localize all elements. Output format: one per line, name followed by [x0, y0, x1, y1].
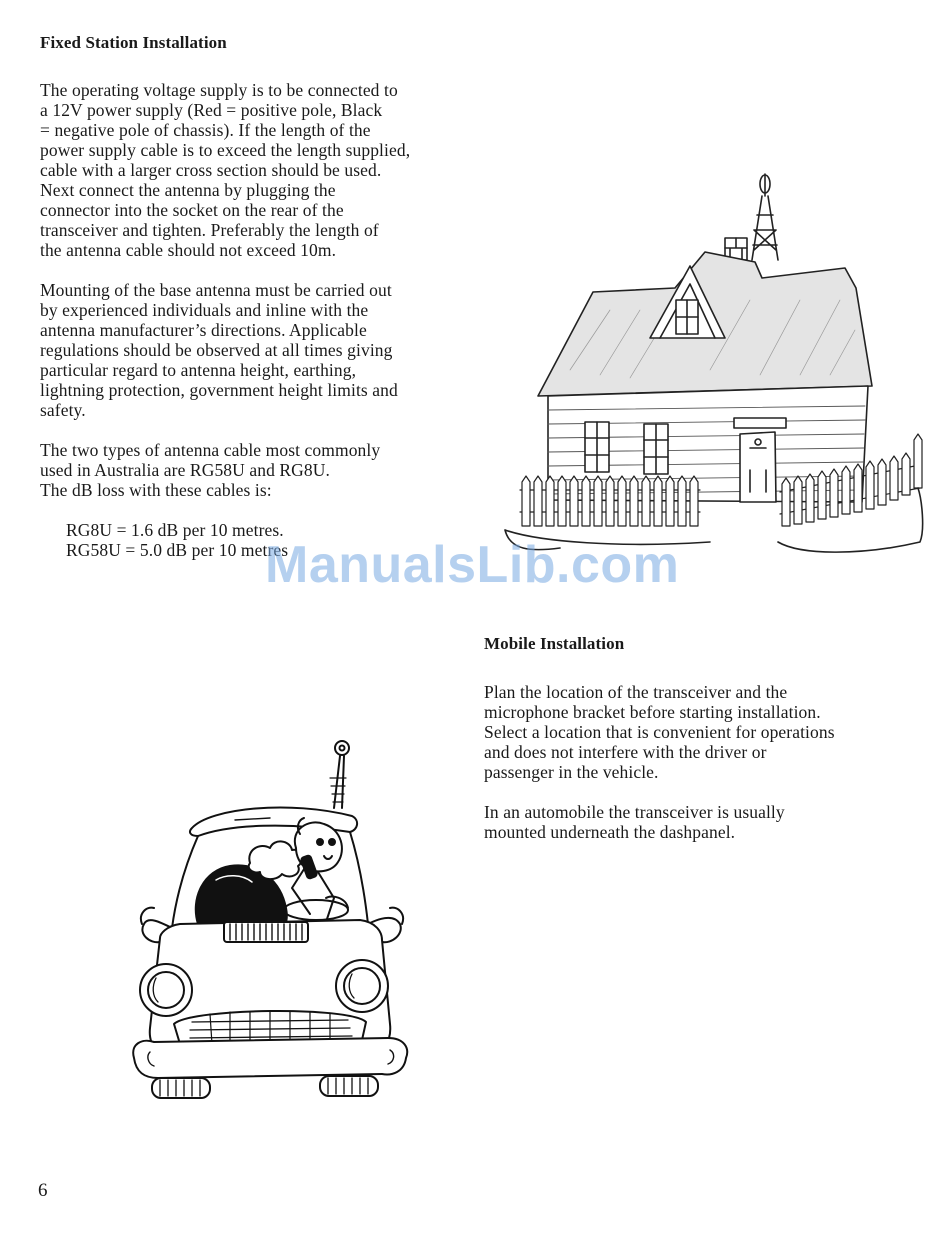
house-illustration	[500, 170, 930, 565]
mobile-installation-paragraph-2	[484, 802, 785, 842]
text-line: connector into the socket on the rear of the	[40, 200, 344, 220]
text-line: The operating voltage supply is to be connected to	[40, 80, 398, 100]
watermark: ManualsLib.com	[265, 536, 680, 594]
text-line: microphone bracket before starting installation.	[484, 702, 821, 722]
text-line: Mounting of the base antenna must be carried out	[40, 280, 392, 300]
text-line: antenna manufacturer’s directions. Applicable	[40, 320, 367, 340]
text-line: used in Australia are RG58U and RG8U.	[40, 460, 330, 480]
text-line: Plan the location of the transceiver and the	[484, 682, 788, 702]
text-line: the antenna cable should not exceed 10m.	[40, 240, 337, 260]
mobile-installation-heading: Mobile Installation	[484, 634, 625, 653]
text-line: power supply cable is to exceed the length supplied,	[40, 140, 411, 160]
page-number: 6	[38, 1180, 48, 1201]
text-line: Select a location that is convenient for operations	[484, 722, 835, 742]
mobile-installation-paragraph-1	[484, 682, 835, 782]
cable-loss-list	[66, 520, 288, 560]
text-line: mounted underneath the dashpanel.	[484, 822, 736, 842]
text-line: The dB loss with these cables is:	[40, 480, 272, 500]
text-line: In an automobile the transceiver is usually	[484, 802, 785, 822]
fixed-station-paragraph-1	[40, 80, 410, 260]
text-line: by experienced individuals and inline with the	[40, 300, 369, 320]
text-line: The two types of antenna cable most commonly	[40, 440, 381, 460]
text-line: and does not interfere with the driver or	[484, 742, 767, 762]
text-line: particular regard to antenna height, earthing,	[40, 360, 357, 380]
car-illustration	[120, 738, 420, 1108]
fixed-station-paragraph-2	[40, 280, 398, 420]
text-line: passenger in the vehicle.	[484, 762, 659, 782]
text-line: regulations should be observed at all times giving	[40, 340, 393, 360]
fixed-station-paragraph-3	[40, 440, 380, 500]
text-line: = negative pole of chassis). If the length of the	[40, 120, 371, 140]
cable-loss-rg8u: RG8U = 1.6 dB per 10 metres.	[66, 520, 284, 540]
fixed-station-heading: Fixed Station Installation	[40, 33, 227, 52]
text-line: cable with a larger cross section should be used.	[40, 160, 382, 180]
text-line: lightning protection, government height limits and	[40, 380, 398, 400]
text-line: Next connect the antenna by plugging the	[40, 180, 336, 200]
text-line: transceiver and tighten. Preferably the length of	[40, 220, 379, 240]
cable-loss-rg58u: RG58U = 5.0 dB per 10 metres	[66, 540, 289, 560]
text-line: safety.	[40, 400, 86, 420]
text-line: a 12V power supply (Red = positive pole, Black	[40, 100, 383, 120]
